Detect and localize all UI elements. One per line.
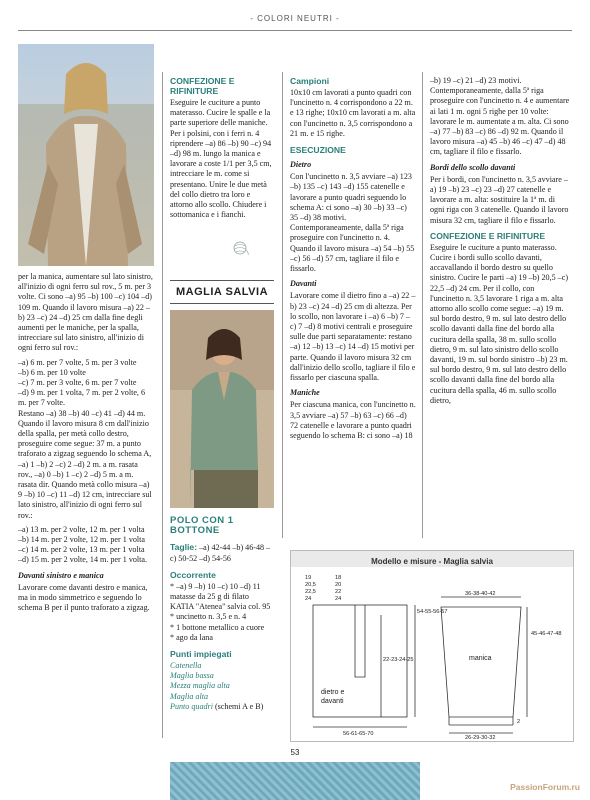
column-rule bbox=[282, 72, 283, 538]
page-number: 53 bbox=[290, 748, 300, 757]
photo-sage-sweater bbox=[170, 310, 274, 508]
dietro-heading: Dietro bbox=[290, 160, 312, 170]
diagram-sleeve-bottom: 26-29-30-32 bbox=[465, 735, 496, 741]
diagram-right-num: 20 bbox=[335, 582, 342, 588]
diagram-left-num: 19 bbox=[305, 575, 312, 581]
col1-list-item: –d) 9 m. per 1 volta, 7 m. per 2 volte, 6 m. per 7 volte. bbox=[18, 388, 146, 408]
col1-list2-item: –b) 14 m. per 2 volte, 12 m. per 1 volta bbox=[18, 535, 146, 545]
confezione-heading: CONFEZIONE E RIFINITURE bbox=[170, 76, 235, 96]
col1-text2: Restano –a) 38 –b) 40 –c) 41 –d) 44 m. Quando il lavoro misura 8 cm dall'inizio della spalla, per metà collo destro, proseguire come segue: 37 m. a punto traforato a zigzag seguendo lo schema A, –a) 1 –b) 2 –c) 2 –d) 2 m. a m. rasata rov., –a) 0 –b) 1 –c) 2 –d) 5 m. a m. rasata dir. Quando metà collo misura –a) 9 –b) 10 –c) 11 –d) 12 cm, intrecciare sul lato sinistro, all'inizio di ogni ferro sul rov.: bbox=[18, 408, 152, 520]
diagram-svg bbox=[291, 567, 573, 741]
diagram-bottom-width: 56-61-65-70 bbox=[343, 731, 374, 737]
column-2 bbox=[170, 76, 274, 224]
punti-heading: Punti impiegati bbox=[170, 649, 232, 660]
maniche-heading: Maniche bbox=[290, 388, 320, 398]
occorrente-item: * ago da lana bbox=[170, 632, 213, 642]
davanti-text: Lavorare come il dietro fino a –a) 22 –b) 23 –c) 24 –d) 25 cm di altezza. Per lo scollo, non lavorare i –a) 6 –b) 7 –c) 7 –d) 8 motivi centrali e proseguire sulle due parti separatamente: restano –a) 12 –b) 13 –c) 14 –d) 15 motivi per parte. Quando il lavoro misura 32 cm dall'inizio dello scollo, tagliare il filo e fissarlo per ciascuna spalla. bbox=[290, 291, 416, 383]
diagram-side-height: 54-55-56-57 bbox=[417, 609, 448, 615]
diagram-body-label: dietro e bbox=[321, 689, 345, 696]
col1-list-item: –c) 7 m. per 3 volte, 6 m. per 7 volte bbox=[18, 378, 137, 388]
column-rule bbox=[422, 72, 423, 538]
diagram-sleeve-cuff: 2 bbox=[517, 719, 521, 725]
bordi-text: Per i bordi, con l'uncinetto n. 3,5 avviare –a) 19 –b) 23 –c) 23 –d) 27 catenelle e lavorare a m. alta: sostituire la 1ª m. di ogni riga con 3 catenelle. Quando il lavoro misura 32 cm, tagliare il filo e fissarlo. bbox=[430, 174, 569, 225]
column-1 bbox=[18, 272, 154, 618]
col1-list-item: –b) 6 m. per 10 volte bbox=[18, 367, 86, 377]
esecuzione-heading: ESECUZIONE bbox=[290, 145, 346, 156]
punto-item-last bbox=[170, 702, 274, 712]
col1-list2-item: –a) 13 m. per 2 volte, 12 m. per 1 volta bbox=[18, 524, 145, 534]
dietro-text: Con l'uncinetto n. 3,5 avviare –a) 123 –b) 135 –c) 143 –d) 155 catenelle e lavorare a punto quadri seguendo lo schema A: ci sono –a) 30 –b) 33 –c) 35 –d) 38 motivi. Contemporaneamente, dalla 5ª riga proseguire con l'uncinetto n. 4. Quando il lavoro misura –a) 54 –b) 55 –c) 56 –d) 57 cm, tagliare il filo e fissarlo. bbox=[290, 172, 415, 274]
campioni-heading: Campioni bbox=[290, 76, 330, 86]
diagram-title-bar bbox=[291, 551, 573, 567]
diagram-sleeve-top: 36-38-40-42 bbox=[465, 591, 496, 597]
taglie-line bbox=[170, 542, 274, 563]
diagram-box bbox=[290, 550, 574, 742]
diagram-left-num: 20,5 bbox=[305, 582, 316, 588]
column-rule bbox=[162, 72, 163, 738]
maglia-salvia-title: MAGLIA SALVIA bbox=[175, 286, 269, 298]
column-3 bbox=[290, 76, 416, 445]
diagram-body-label: davanti bbox=[321, 698, 344, 705]
yarn-ball-icon bbox=[230, 240, 250, 261]
col1-text3: Lavorare come davanti destro e manica, ma in modo simmetrico e seguendo lo schema B per il punto traforato a zigzag. bbox=[18, 582, 150, 613]
watermark: PassionForum.ru bbox=[510, 782, 580, 792]
col1-list2-item: –d) 15 m. per 2 volte, 14 m. per 1 volta. bbox=[18, 555, 148, 565]
col1-text: per la manica, aumentare sul lato sinistro, all'inizio di ogni ferro sul rov., 5 m. per 3 volte. Ci sono –a) 95 –b) 100 –c) 104 –d) 109 m. Quando il lavoro misura –a) 22 –b) 23 –c) 24 –d) 25 cm dalla fine degli aumenti per le maniche, per la spalla, intrecciare sul lato sinistro, all'inizio di ogni ferro sul rov.: bbox=[18, 272, 153, 353]
col1-list2-item: –c) 14 m. per 2 volte, 13 m. per 1 volta bbox=[18, 545, 145, 555]
col4-text: –b) 19 –c) 21 –d) 23 motivi. Contemporaneamente, dalla 5ª riga proseguire con l'uncinetto n. 4 e aumentare ai lati 1 m. ogni 5 righe per 10 volte: lavorare le m. aumentate a m. alta. Ci sono –a) 77 –b) 83 –c) 86 –d) 92 m. Quando il lavoro misura –a) 45 –b) 46 –c) 47 –d) 48 cm, tagliare il filo e fissarlo. bbox=[430, 76, 570, 157]
confezione-text: Eseguire le cuciture a punto materasso. Cucire le spalle e la parte superiore delle maniche. Per i polsini, con i ferri n. 4 riprendere –a) 86 –b) 90 –c) 94 –d) 98 m. lungo la manica e lavorare a coste 1/1 per 3,5 cm, intrecciare le m. come si presentano. Unire le due metà del collo dietro tra loro e attorno allo scollo. Chiudere i sottomanica e i fianchi. bbox=[170, 98, 272, 220]
taglie-label: Taglie: bbox=[170, 542, 198, 553]
punto-quadri: Punto quadri bbox=[170, 701, 213, 711]
davanti-heading: Davanti bbox=[290, 279, 317, 289]
occorrente-item: * –a) 9 –b) 10 –c) 10 –d) 11 matasse da 25 g di filato KATIA "Atenea" salvia col. 95 bbox=[170, 581, 271, 612]
diagram-right-num: 22 bbox=[335, 589, 342, 595]
subhead-davanti-sinistro: Davanti sinistro e manica bbox=[18, 570, 104, 580]
diagram-inner-height: 22-23-24-25 bbox=[383, 657, 414, 663]
maglia-salvia-box bbox=[170, 280, 274, 304]
diagram-sleeve-label: manica bbox=[469, 655, 492, 662]
punto-item: Maglia bassa bbox=[170, 671, 214, 681]
occorrente-heading: Occorrente bbox=[170, 569, 216, 580]
diagram-sleeve-side: 45-46-47-48 bbox=[531, 631, 562, 637]
col1-list2 bbox=[18, 525, 154, 566]
bordi-heading: Bordi dello scollo davanti bbox=[430, 162, 516, 172]
confezione2-heading: CONFEZIONE E RIFINITURE bbox=[430, 230, 546, 241]
texture-swatch bbox=[170, 762, 420, 800]
confezione2-text: Eseguire le cuciture a punto materasso. Cucire i bordi sullo scollo davanti, accavallando il bordo destro su quello sinistro. Cucire le parti –a) 19 –b) 20,5 –c) 22,5 –d) 24 cm. Per il collo, con l'uncinetto n. 3,5 lavorare 1 riga a m. alta attorno allo scollo come segue: –a) 19 m. sul bordo destro, 9 m. sul lato destro dello scollo davanti dalla fine del bordo alla cucitura della spalla, 38 m. sullo scollo dietro, 9 m. sul lato sinistro dello scollo davanti, 19 m. sul bordo sinistro –b) 23 m. sul bordo destro, 9 m. sul lato destro dello scollo davanti dalla fine del bordo alla cucitura della spalla, 46 m. sullo scollo dietro, bbox=[430, 242, 569, 405]
occorrente-item: * uncinetto n. 3,5 e n. 4 bbox=[170, 612, 247, 622]
occorrente-item: * 1 bottone metallico a cuore bbox=[170, 622, 265, 632]
diagram-title: Modello e misure - Maglia salvia bbox=[371, 557, 493, 566]
punto-quadri-note: (schemi A e B) bbox=[212, 701, 264, 711]
diagram-right-num: 24 bbox=[335, 596, 342, 602]
diagram-right-num: 18 bbox=[335, 575, 342, 581]
col1-list-item: –a) 6 m. per 7 volte, 5 m. per 3 volte bbox=[18, 357, 137, 367]
maniche-text: Per ciascuna manica, con l'uncinetto n. 3,5 avviare –a) 57 –b) 63 –c) 66 –d) 72 catenelle e lavorare a punto quadri seguendo lo schema B: ci sono –a) 18 bbox=[290, 400, 416, 441]
header-rule bbox=[18, 30, 572, 31]
col1-list bbox=[18, 358, 154, 409]
diagram-left-num: 24 bbox=[305, 596, 312, 602]
diagram-left-num: 22,5 bbox=[305, 589, 316, 595]
campioni-text: 10x10 cm lavorati a punto quadri con l'uncinetto n. 4 corrispondono a 22 m. e 13 righe; 10x10 cm lavorati a m. alta con l'uncinetto n. 3,5 corrispondono a 21 m. e 15 righe. bbox=[290, 88, 416, 138]
punto-item: Mezza maglia alta bbox=[170, 681, 230, 691]
page-header: - COLORI NEUTRI - bbox=[250, 14, 340, 23]
photo-beige-cardigan bbox=[18, 44, 154, 266]
punto-item: Catenella bbox=[170, 661, 202, 671]
polo-title: POLO CON 1 BOTTONE bbox=[170, 515, 234, 537]
column-4 bbox=[430, 76, 570, 410]
column-2b bbox=[170, 516, 274, 712]
taglie-value: –a) 42-44 –b) 46-48 –c) 50-52 –d) 54-56 bbox=[170, 543, 271, 563]
punto-item: Maglia alta bbox=[170, 691, 208, 701]
